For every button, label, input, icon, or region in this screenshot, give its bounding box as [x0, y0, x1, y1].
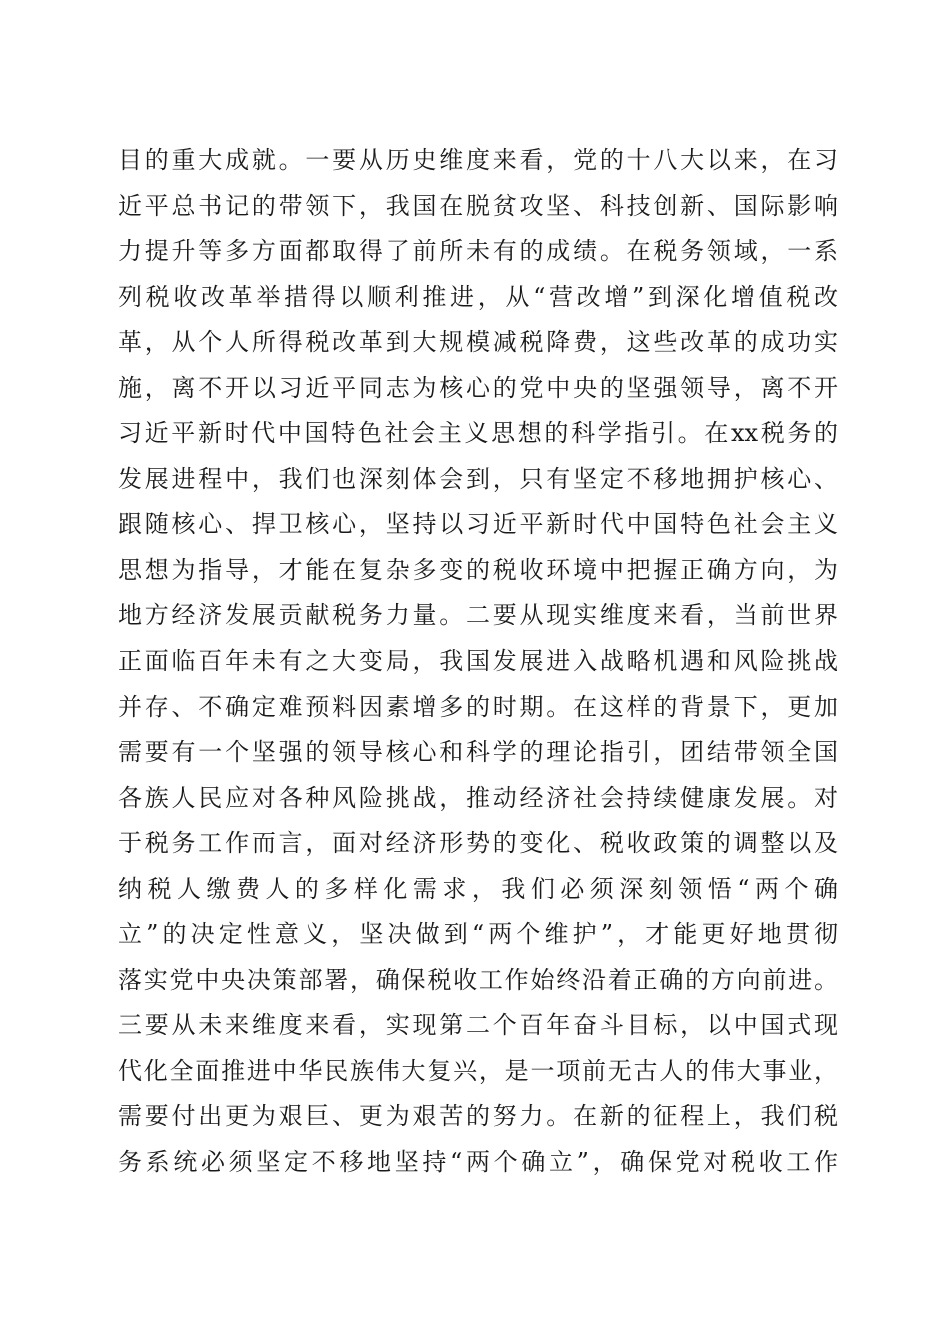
text-line: 立”的决定性意义，坚决做到“两个维护”，才能更好地贯彻 [118, 920, 838, 949]
text-line: 跟随核心、捍卫核心，坚持以习近平新时代中国特色社会主义 [118, 510, 838, 539]
text-line: 纳税人缴费人的多样化需求，我们必须深刻领悟“两个确 [118, 874, 838, 903]
text-line: 务系统必须坚定不移地坚持“两个确立”，确保党对税收工作 [118, 1148, 838, 1177]
text-line: 需要付出更为艰巨、更为艰苦的努力。在新的征程上，我们税 [118, 1102, 838, 1131]
text-line: 于税务工作而言，面对经济形势的变化、税收政策的调整以及 [118, 829, 838, 858]
text-line: 三要从未来维度来看，实现第二个百年奋斗目标，以中国式现 [118, 1011, 838, 1040]
text-line: 并存、不确定难预料因素增多的时期。在这样的背景下，更加 [118, 692, 838, 721]
text-line: 落实党中央决策部署，确保税收工作始终沿着正确的方向前进。 [118, 965, 838, 994]
text-line: 革，从个人所得税改革到大规模减税降费，这些改革的成功实 [118, 328, 838, 357]
text-line: 思想为指导，才能在复杂多变的税收环境中把握正确方向，为 [118, 555, 838, 584]
body-paragraph [118, 138, 838, 1186]
text-line: 目的重大成就。一要从历史维度来看，党的十八大以来，在习 [118, 146, 838, 174]
text-line: 力提升等多方面都取得了前所未有的成绩。在税务领域，一系 [118, 237, 838, 266]
text-line: 地方经济发展贡献税务力量。二要从现实维度来看，当前世界 [118, 601, 838, 630]
text-line: 习近平新时代中国特色社会主义思想的科学指引。在xx税务的 [118, 419, 838, 448]
text-line: 施，离不开以习近平同志为核心的党中央的坚强领导，离不开 [118, 373, 838, 402]
text-line: 代化全面推进中华民族伟大复兴，是一项前无古人的伟大事业， [118, 1056, 838, 1085]
text-line: 各族人民应对各种风险挑战，推动经济社会持续健康发展。对 [118, 783, 838, 812]
text-line: 正面临百年未有之大变局，我国发展进入战略机遇和风险挑战 [118, 647, 838, 676]
text-line: 发展进程中，我们也深刻体会到，只有坚定不移地拥护核心、 [118, 464, 838, 493]
text-line: 需要有一个坚强的领导核心和科学的理论指引，团结带领全国 [118, 738, 838, 767]
text-line: 近平总书记的带领下，我国在脱贫攻坚、科技创新、国际影响 [118, 191, 838, 220]
text-line: 列税收改革举措得以顺利推进，从“营改增”到深化增值税改 [118, 282, 838, 311]
